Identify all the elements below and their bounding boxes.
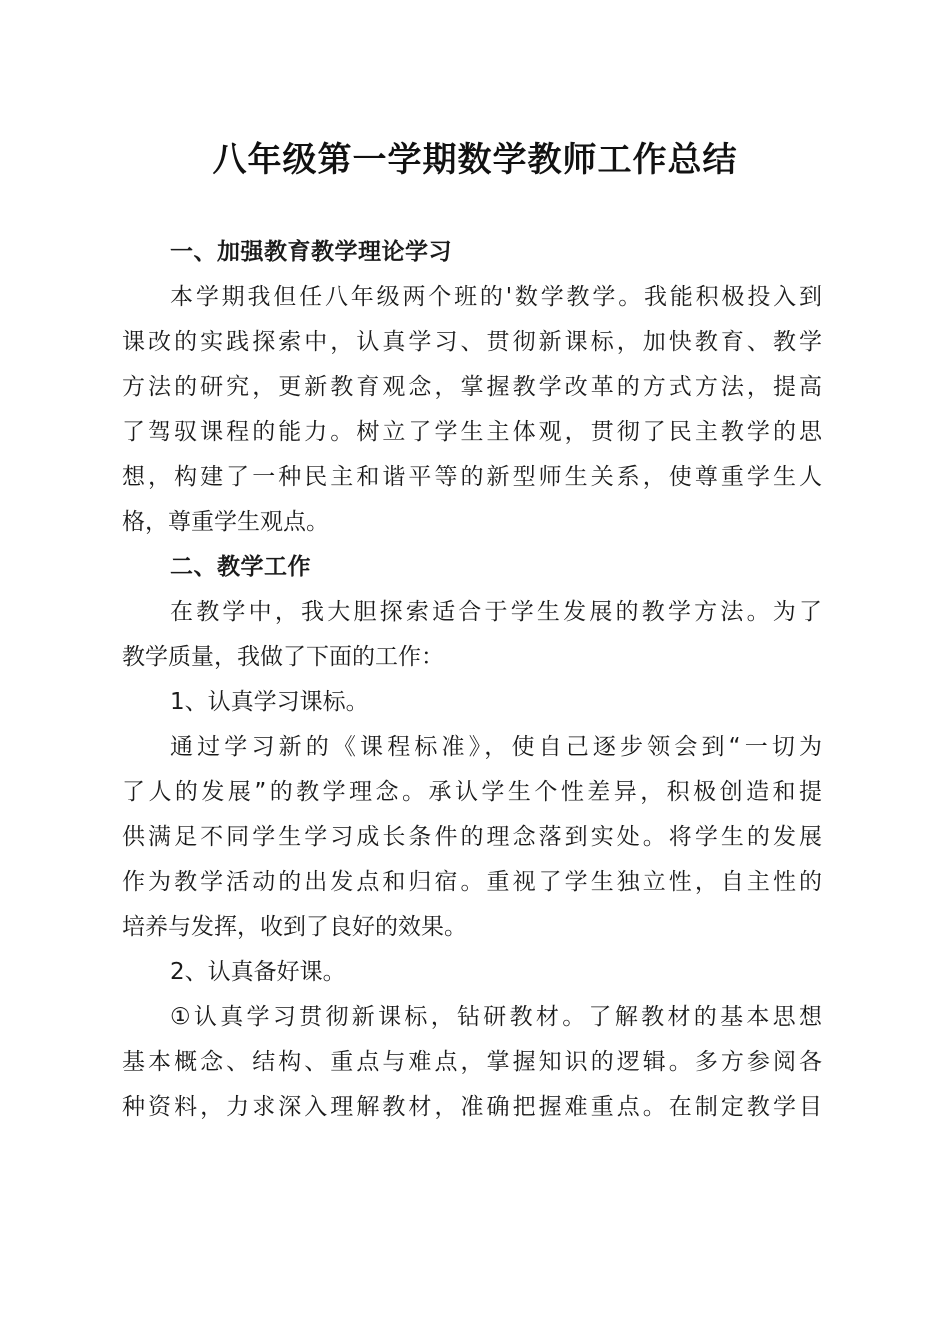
section-heading-2: 二、教学工作 [170,554,311,580]
paragraph-line: 供满足不同学生学习成长条件的理念落到实处。将学生的发展 [122,824,822,850]
paragraph-line: 种资料，力求深入理解教材，准确把握难重点。在制定教学目 [122,1094,822,1120]
paragraph-line: 课改的实践探索中，认真学习、贯彻新课标，加快教育、教学 [122,329,822,355]
document-title: 八年级第一学期数学教师工作总结 [212,140,738,180]
paragraph-line: ①认真学习贯彻新课标，钻研教材。了解教材的基本思想 [170,1004,822,1030]
paragraph-line: 格，尊重学生观点。 [122,509,329,535]
document-body [122,230,822,1130]
paragraph-line: 培养与发挥，收到了良好的效果。 [122,914,467,940]
paragraph-line: 通过学习新的《课程标准》，使自己逐步领会到“一切为 [170,734,822,760]
subsection-heading-2: 2、认真备好课。 [170,959,346,985]
paragraph-line: 基本概念、结构、重点与难点，掌握知识的逻辑。多方参阅各 [122,1049,822,1075]
paragraph-line: 了驾驭课程的能力。树立了学生主体观，贯彻了民主教学的思 [122,419,822,445]
paragraph-line: 方法的研究，更新教育观念，掌握教学改革的方式方法，提高 [122,374,822,400]
paragraph-line: 在教学中，我大胆探索适合于学生发展的教学方法。为了 [170,599,822,625]
section-heading-1: 一、加强教育教学理论学习 [170,239,452,265]
paragraph-line: 教学质量，我做了下面的工作： [122,644,444,670]
paragraph-line: 想，构建了一种民主和谐平等的新型师生关系，使尊重学生人 [122,464,822,490]
paragraph-line: 本学期我但任八年级两个班的'数学教学。我能积极投入到 [170,284,822,310]
subsection-heading-1: 1、认真学习课标。 [170,689,369,715]
paragraph-line: 作为教学活动的出发点和归宿。重视了学生独立性，自主性的 [122,869,822,895]
paragraph-line: 了人的发展”的教学理念。承认学生个性差异，积极创造和提 [122,779,822,805]
